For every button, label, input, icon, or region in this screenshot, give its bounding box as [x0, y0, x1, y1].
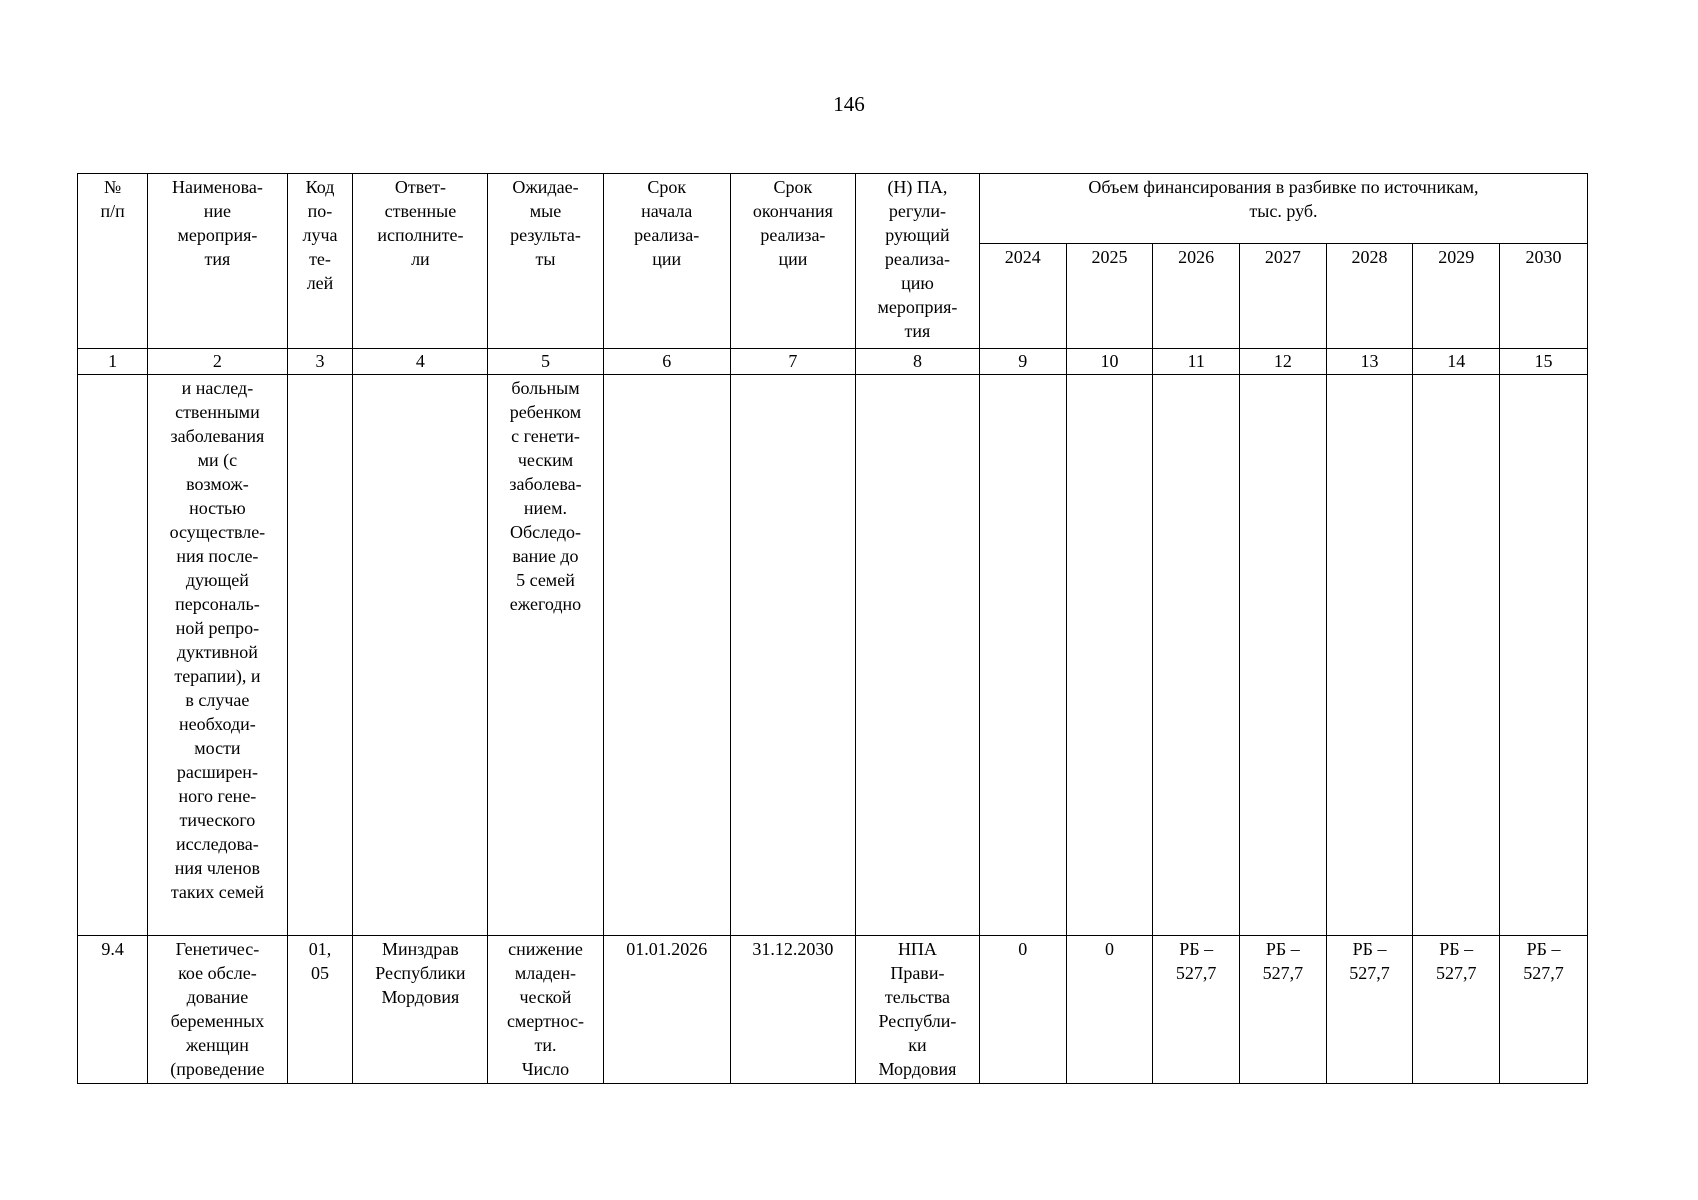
cell-fin-2027	[1240, 375, 1327, 936]
column-number: 14	[1413, 349, 1500, 375]
header-num: № п/п	[78, 174, 148, 349]
cell-fin-2030: РБ – 527,7	[1500, 936, 1588, 1084]
cell-expected: снижение младен- ческой смертнос- ти. Число	[488, 936, 603, 1084]
cell-fin-2025	[1066, 375, 1153, 936]
cell-code	[287, 375, 353, 936]
cell-fin-2027: РБ – 527,7	[1240, 936, 1327, 1084]
column-number: 1	[78, 349, 148, 375]
cell-start	[603, 375, 730, 936]
header-year: 2025	[1066, 244, 1153, 349]
header-year: 2029	[1413, 244, 1500, 349]
column-number: 6	[603, 349, 730, 375]
cell-fin-2026	[1153, 375, 1240, 936]
header-row	[78, 174, 1588, 244]
cell-npa: НПА Прави- тельства Республи- ки Мордовия	[855, 936, 979, 1084]
header-start: Срок начала реализа- ции	[603, 174, 730, 349]
table-row-continuation	[78, 375, 1588, 936]
cell-fin-2024	[979, 375, 1066, 936]
cell-num	[78, 375, 148, 936]
column-number: 11	[1153, 349, 1240, 375]
cell-responsible	[353, 375, 488, 936]
column-number: 10	[1066, 349, 1153, 375]
header-name: Наименова- ние мероприя- тия	[148, 174, 287, 349]
column-numbers-row	[78, 349, 1588, 375]
header-year: 2024	[979, 244, 1066, 349]
page-number: 146	[833, 92, 865, 116]
column-number: 8	[855, 349, 979, 375]
column-number: 13	[1326, 349, 1413, 375]
table-row-9-4	[78, 936, 1588, 1084]
cell-fin-2028	[1326, 375, 1413, 936]
column-number: 15	[1500, 349, 1588, 375]
cell-responsible: Минздрав Республики Мордовия	[353, 936, 488, 1084]
header-year: 2030	[1500, 244, 1588, 349]
header-year: 2026	[1153, 244, 1240, 349]
header-year: 2028	[1326, 244, 1413, 349]
cell-expected: больным ребенком с генети- ческим заболева- нием. Обследо- вание до 5 семей ежегодно	[488, 375, 603, 936]
header-responsible: Ответ- ственные исполните- ли	[353, 174, 488, 349]
cell-fin-2026: РБ – 527,7	[1153, 936, 1240, 1084]
cell-fin-2024: 0	[979, 936, 1066, 1084]
header-finance: Объем финансирования в разбивке по источникам, тыс. руб.	[979, 174, 1587, 244]
cell-npa	[855, 375, 979, 936]
measures-table	[77, 173, 1588, 1084]
header-npa: (Н) ПА, регули- рующий реализа- цию мероприя- тия	[855, 174, 979, 349]
cell-fin-2029: РБ – 527,7	[1413, 936, 1500, 1084]
header-year: 2027	[1240, 244, 1327, 349]
cell-end	[730, 375, 855, 936]
cell-name: Генетичес- кое обсле- дование беременных женщин (проведение	[148, 936, 287, 1084]
column-number: 5	[488, 349, 603, 375]
column-number: 3	[287, 349, 353, 375]
cell-start: 01.01.2026	[603, 936, 730, 1084]
cell-fin-2028: РБ – 527,7	[1326, 936, 1413, 1084]
column-number: 9	[979, 349, 1066, 375]
cell-end: 31.12.2030	[730, 936, 855, 1084]
cell-fin-2030	[1500, 375, 1588, 936]
column-number: 7	[730, 349, 855, 375]
cell-fin-2025: 0	[1066, 936, 1153, 1084]
cell-code: 01, 05	[287, 936, 353, 1084]
column-number: 2	[148, 349, 287, 375]
cell-name: и наслед- ственными заболевания ми (с возмож- ностью осуществле- ния после- дующей персональ- ной репро- дуктивной терапии), и в случае необходи- мости расширен- ного гене- тического исследова- ния членов таких семей	[148, 375, 287, 936]
header-code: Код по- луча те- лей	[287, 174, 353, 349]
cell-num: 9.4	[78, 936, 148, 1084]
cell-fin-2029	[1413, 375, 1500, 936]
column-number: 4	[353, 349, 488, 375]
header-expected: Ожидае- мые результа- ты	[488, 174, 603, 349]
header-end: Срок окончания реализа- ции	[730, 174, 855, 349]
column-number: 12	[1240, 349, 1327, 375]
